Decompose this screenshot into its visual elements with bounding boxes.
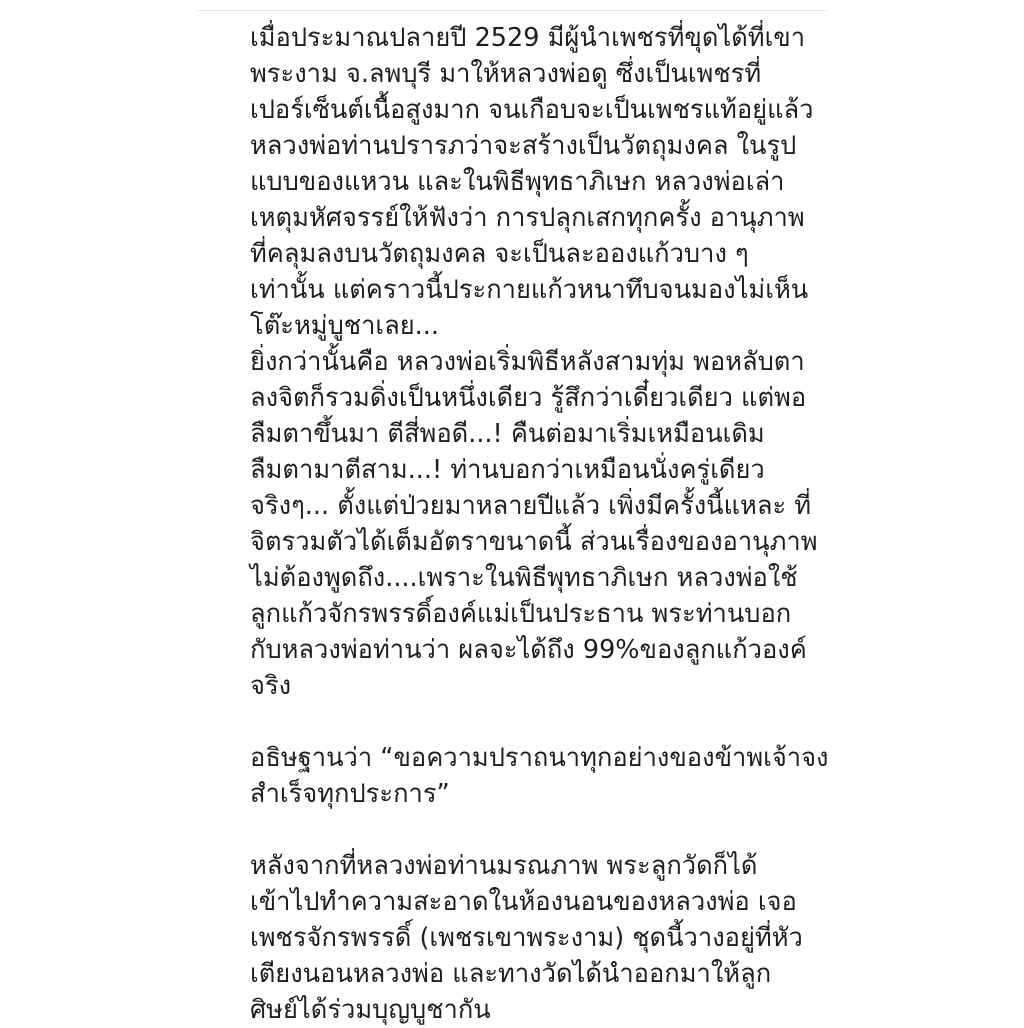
paragraph-spacer: [250, 812, 790, 848]
text-line: เข้าไปทำความสะอาดในห้องนอนของหลวงพ่อ เจอ: [250, 887, 797, 917]
text-line: อธิษฐานว่า “ขอความปราถนาทุกอย่างของข้าพเจ้าจง: [250, 743, 829, 773]
text-line: เตียงนอนหลวงพ่อ และทางวัดได้นำออกมาให้ลูก: [250, 959, 772, 989]
text-line: ยิ่งกว่านั้นคือ หลวงพ่อเริ่มพิธีหลังสามทุ่ม พอหลับตา: [250, 347, 805, 377]
text-line: เพชรจักรพรรดิ์ (เพชรเขาพระงาม) ชุดนี้วางอยู่ที่หัว: [250, 923, 803, 953]
paragraph-spacer: [250, 704, 790, 740]
text-line: ศิษย์ได้ร่วมบุญบูชากัน: [250, 995, 491, 1025]
text-line: หลวงพ่อท่านปรารภว่าจะสร้างเป็นวัตถุมงคล ในรูป: [250, 131, 797, 161]
text-line: โต๊ะหมู่บูชาเลย...: [250, 311, 439, 341]
text-line: ลืมตาขึ้นมา ตีสี่พอดี...! คืนต่อมาเริ่มเหมือนเดิม: [250, 419, 765, 449]
article-body: [250, 20, 829, 1028]
text-line: ไม่ต้องพูดถึง....เพราะในพิธีพุทธาภิเษก หลวงพ่อใช้: [250, 563, 798, 593]
text-line: เปอร์เซ็นต์เนื้อสูงมาก จนเกือบจะเป็นเพชรแท้อยู่แล้ว: [250, 95, 814, 125]
text-line: กับหลวงพ่อท่านว่า ผลจะได้ถึง 99%ของลูกแก้วองค์: [250, 635, 807, 665]
text-line: จริงๆ... ตั้งแต่ป่วยมาหลายปีแล้ว เพิ่งมีครั้งนี้แหละ ที่: [250, 491, 812, 521]
top-divider: [198, 10, 826, 11]
paragraph-after-passing: [250, 848, 803, 1028]
text-line: ลูกแก้วจักรพรรดิ์องค์แม่เป็นประธาน พระท่านบอก: [250, 599, 792, 629]
text-line: สำเร็จทุกประการ”: [250, 779, 450, 809]
text-line: แบบของแหวน และในพิธีพุทธาภิเษก หลวงพ่อเล่า: [250, 167, 785, 197]
text-line: พระงาม จ.ลพบุรี มาให้หลวงพ่อดู ซึ่งเป็นเพชรที่: [250, 59, 762, 89]
text-line: จิตรวมตัวได้เต็มอัตราขนาดนี้ ส่วนเรื่องของอานุภาพ: [250, 527, 818, 557]
text-line: เท่านั้น แต่คราวนี้ประกายแก้วหนาทึบจนมองไม่เห็น: [250, 275, 809, 305]
text-line: ที่คลุมลงบนวัตถุมงคล จะเป็นละอองแก้วบาง ๆ: [250, 239, 749, 269]
paragraph-ring-story: [250, 20, 818, 704]
text-line: เหตุมหัศจรรย์ให้ฟังว่า การปลุกเสกทุกครั้ง อานุภาพ: [250, 203, 805, 233]
text-line: ลืมตามาตีสาม...! ท่านบอกว่าเหมือนนั่งครู่เดียว: [250, 455, 765, 485]
text-line: เมื่อประมาณปลายปี 2529 มีผู้นำเพชรที่ขุดได้ที่เขา: [250, 23, 806, 53]
text-line: หลังจากที่หลวงพ่อท่านมรณภาพ พระลูกวัดก็ได้: [250, 851, 758, 881]
text-line: จริง: [250, 671, 292, 701]
paragraph-prayer: [250, 740, 829, 812]
text-line: ลงจิตก็รวมดิ่งเป็นหนึ่งเดียว รู้สึกว่าเดี๋ยวเดียว แต่พอ: [250, 383, 807, 413]
